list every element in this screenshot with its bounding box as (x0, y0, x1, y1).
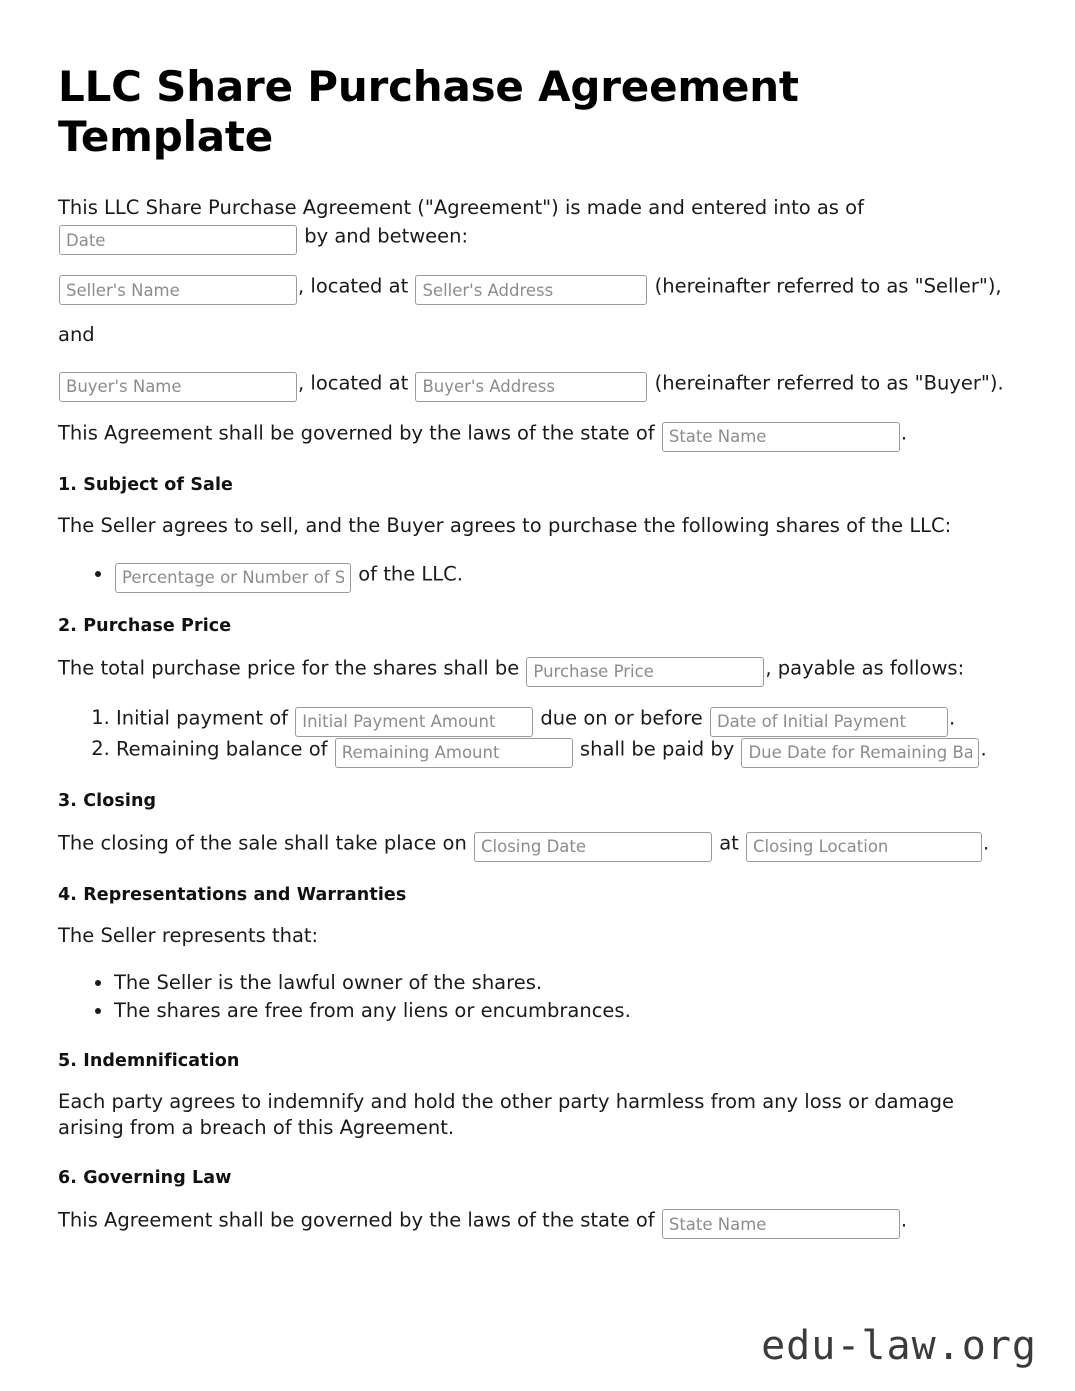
buyer-located-at-label: , located at (298, 371, 409, 395)
section-body-representations: The Seller represents that: (58, 923, 319, 947)
remaining-balance-label-before: Remaining balance of (116, 737, 328, 761)
site-watermark: edu-law.org (761, 1323, 1037, 1369)
initial-payment-label-middle: due on or before (540, 706, 703, 730)
governing-law-label-after: . (900, 1208, 908, 1232)
list-item (114, 560, 1017, 590)
remaining-balance-date-input[interactable] (741, 738, 979, 768)
payment-schedule-list (58, 704, 1017, 765)
intro-paragraph (58, 195, 1017, 252)
shares-amount-input[interactable] (115, 563, 351, 593)
date-input[interactable] (59, 225, 297, 255)
section-heading-closing: 3. Closing (58, 790, 157, 811)
closing-date-input[interactable] (474, 832, 712, 862)
buyer-name-input[interactable] (59, 372, 297, 402)
closing-label-middle: at (719, 831, 739, 855)
purchase-price-text-before: The total purchase price for the shares shall be (58, 656, 520, 680)
representations-list (58, 970, 1017, 1025)
intro-text-before-date: This LLC Share Purchase Agreement ("Agreement") is made and entered into as of (58, 196, 864, 220)
section-body-closing (58, 829, 1017, 859)
governing-law-intro-period: . (900, 421, 908, 445)
section-heading-representations: 4. Representations and Warranties (58, 884, 407, 905)
closing-label-after: . (983, 831, 990, 855)
buyer-paragraph (58, 369, 1017, 399)
initial-payment-amount-input[interactable] (295, 707, 533, 737)
section-heading-purchase-price: 2. Purchase Price (58, 615, 232, 636)
page-title: LLC Share Purchase Agreement Template (58, 62, 799, 161)
seller-name-input[interactable] (59, 275, 297, 305)
seller-address-input[interactable] (415, 275, 647, 305)
section-body-subject-of-sale: The Seller agrees to sell, and the Buyer agrees to purchase the following shares of the LLC: (58, 513, 952, 537)
buyer-suffix-label: (hereinafter referred to as "Buyer"). (654, 371, 1004, 395)
section-heading-indemnification: 5. Indemnification (58, 1050, 240, 1071)
intro-text-after-date: by and between: (304, 224, 469, 248)
shares-suffix-label: of the LLC. (358, 562, 463, 586)
purchase-price-text-after: , payable as follows: (765, 656, 965, 680)
governing-law-intro-paragraph (58, 419, 1017, 449)
section-heading-governing-law: 6. Governing Law (58, 1168, 232, 1189)
closing-label-before: The closing of the sale shall take place on (58, 831, 467, 855)
seller-paragraph (58, 272, 1017, 302)
section-body-purchase-price (58, 654, 1017, 684)
purchase-price-input[interactable] (526, 657, 764, 687)
list-item (116, 735, 1017, 765)
list-item (116, 704, 1017, 734)
conjunction-paragraph: and (58, 323, 95, 346)
list-item: • The Seller is the lawful owner of the shares. (114, 970, 1017, 997)
closing-location-input[interactable] (746, 832, 982, 862)
governing-law-intro-label: This Agreement shall be governed by the laws of the state of (58, 421, 655, 445)
remaining-amount-input[interactable] (335, 738, 573, 768)
section-heading-subject-of-sale: 1. Subject of Sale (58, 474, 234, 495)
initial-payment-label-before: Initial payment of (116, 706, 289, 730)
governing-law-label-before: This Agreement shall be governed by the laws of the state of (58, 1208, 655, 1232)
list-item: • The shares are free from any liens or encumbrances. (114, 998, 1017, 1025)
subject-of-sale-list (58, 560, 1017, 590)
remaining-balance-label-after: . (980, 737, 987, 761)
section-body-indemnification: Each party agrees to indemnify and hold the other party harmless from any loss or damage arising from a breach of this Agreement. (58, 1089, 954, 1140)
initial-payment-date-input[interactable] (710, 707, 948, 737)
state-name-input-governing[interactable] (662, 1209, 900, 1239)
seller-located-at-label: , located at (298, 274, 409, 298)
section-body-governing-law (58, 1206, 1017, 1236)
remaining-balance-label-middle: shall be paid by (579, 737, 735, 761)
initial-payment-label-after: . (948, 706, 956, 730)
state-name-input-intro[interactable] (662, 422, 900, 452)
buyer-address-input[interactable] (415, 372, 647, 402)
seller-suffix-label: (hereinafter referred to as "Seller"), (654, 274, 1002, 298)
